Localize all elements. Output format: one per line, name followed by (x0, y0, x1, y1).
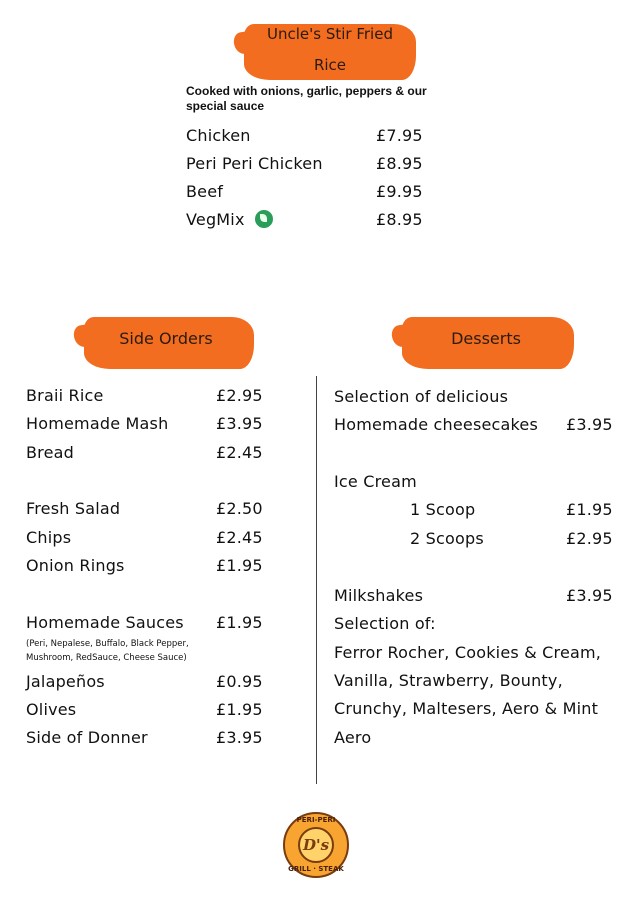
cheesecake-line1: Selection of delicious (334, 387, 509, 406)
side-item-price: £2.50 (216, 499, 263, 518)
side-item-name: Onion Rings (26, 556, 125, 575)
rice-description: Cooked with onions, garlic, peppers & our special sauce (186, 84, 427, 113)
scoop1-price: £1.95 (566, 500, 613, 519)
rice-item-price: £8.95 (376, 154, 423, 173)
side-item-name: Olives (26, 700, 77, 719)
side-item-price: £1.95 (216, 613, 263, 632)
milkshakes-price: £3.95 (566, 586, 613, 605)
flavour-line: Crunchy, Maltesers, Aero & Mint (334, 699, 599, 718)
side-item-price: £2.95 (216, 386, 263, 405)
rice-item-price: £8.95 (376, 210, 423, 229)
side-item-price: £3.95 (216, 414, 263, 433)
cheesecake-line2: Homemade cheesecakes (334, 415, 539, 434)
flavour-line: Vanilla, Strawberry, Bounty, (334, 671, 563, 690)
rice-item-price: £7.95 (376, 126, 423, 145)
side-item-name: Homemade Mash (26, 414, 169, 433)
rice-item-name: Beef (186, 182, 224, 201)
restaurant-logo (283, 812, 349, 878)
flavour-line: Ferror Rocher, Cookies & Cream, (334, 643, 602, 662)
rice-item-name: VegMix (186, 210, 245, 229)
side-item-name: Side of Donner (26, 728, 148, 747)
rice-item-price: £9.95 (376, 182, 423, 201)
sides-title: Side Orders (119, 329, 213, 348)
side-item-price: £0.95 (216, 672, 263, 691)
vegan-leaf-icon (255, 210, 273, 228)
side-item-price: £2.45 (216, 528, 263, 547)
rice-item-name: Peri Peri Chicken (186, 154, 323, 173)
cheesecake-price: £3.95 (566, 415, 613, 434)
side-item-name: Bread (26, 443, 75, 462)
side-item-name: Fresh Salad (26, 499, 121, 518)
rice-title-line1: Uncle's Stir Fried (267, 25, 393, 43)
flavour-line: Aero (334, 728, 372, 747)
side-item-price: £2.45 (216, 443, 263, 462)
logo-bottom-text: GRILL · STEAK (288, 865, 344, 873)
side-item-name: Jalapeños (26, 672, 105, 691)
side-item-price: £1.95 (216, 556, 263, 575)
sauce-options-note: (Peri, Nepalese, Buffalo, Black Pepper, Mushroom, RedSauce, Cheese Sauce) (26, 639, 189, 663)
scoop1-label: 1 Scoop (410, 500, 476, 519)
milkshakes-label: Milkshakes (334, 586, 424, 605)
desserts-title: Desserts (451, 329, 521, 348)
side-item-name: Homemade Sauces (26, 613, 184, 632)
flavours-label: Selection of: (334, 614, 436, 633)
side-item-price: £1.95 (216, 700, 263, 719)
column-divider (316, 376, 317, 784)
side-item-price: £3.95 (216, 728, 263, 747)
side-item-name: Chips (26, 528, 72, 547)
rice-item-vegmix (186, 210, 273, 229)
logo-top-text: PERI-PERI (296, 816, 336, 824)
rice-title-line2: Rice (313, 56, 347, 74)
icecream-label: Ice Cream (334, 472, 417, 491)
rice-item-name: Chicken (186, 126, 251, 145)
scoop2-label: 2 Scoops (410, 529, 484, 548)
side-item-name: Braii Rice (26, 386, 104, 405)
scoop2-price: £2.95 (566, 529, 613, 548)
logo-center-text: D's (298, 827, 334, 863)
